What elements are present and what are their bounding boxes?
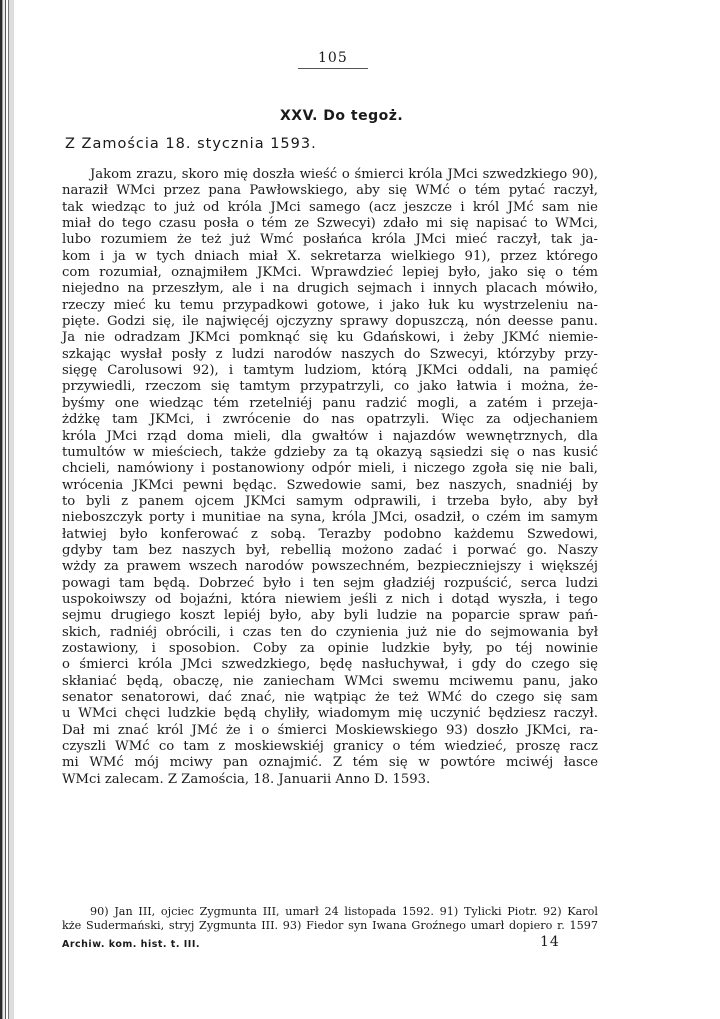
body-line: u WMci chęci ludzkie będą chyliły, wiadomym mię uczynić będziesz raczył.	[62, 706, 598, 722]
body-line: sięgę Carolusowi 92), i tamtym ludziom, którą JKMci oddali, na pamięć	[62, 363, 598, 379]
body-line: senator senatorowi, dać znać, nie wątpiąc że też WMć do czego się sam	[62, 690, 598, 705]
body-line: wrócenia JKMci pewni będąc. Szwedowie sami, bez naszych, snadniéj by	[62, 477, 598, 493]
body-line: niejedno na przeszłym, ale i na drugich sejmach i innych placach mówiło,	[62, 281, 598, 297]
body-line: króla JMci rząd doma mieli, dla gwałtów i najazdów wewnętrznych, dla	[62, 428, 598, 444]
body-line: skich, radniéj obrócili, i czas ten do czynienia już nie do sejmowania był	[62, 624, 598, 640]
body-line: miał do tego czasu posła o tém ze Szwecyi) zdało mi się napisać to WMci,	[62, 216, 598, 232]
body-line: tumultów w mieściech, także gdzieby za tą okazyą sąsiedzi się o nas kusić	[62, 444, 598, 460]
body-line: Ja nie odradzam JKMci pomknąć się ku Gdańskowi, i żeby JKMć niemie-	[62, 330, 598, 346]
body-line: powagi tam będą. Dobrzeć było i ten sejm gładziéj rozpuścić, serca ludzi	[62, 575, 598, 591]
footnote-line: 90) Jan III, ojciec Zygmunta III, umarł 24 listopada 1592. 91) Tylicki Piotr. 92) Karol	[90, 905, 598, 918]
body-line: mi WMć mój mciwy pan oznajmić. Z tém się w powtóre mciwéj łasce	[62, 755, 598, 771]
body-line: Jakom zrazu, skoro mię doszła wieść o śmierci króla JMci szwedzkiego 90),	[90, 167, 598, 182]
scanned-page-edge	[0, 0, 14, 1019]
body-line: byśmy one wiedząc tém rzetelniéj panu radzić mogli, a zatém i przeja-	[62, 395, 598, 411]
body-line: lubo rozumiem że też już Wmć posłańca króla JMci mieć raczył, tak ja-	[62, 232, 598, 248]
body-line: żdżkę tam JKMci, i zwrócenie do nas opatrzyli. Więc za odjechaniem	[62, 412, 598, 428]
body-line: skłaniać będą, obaczę, nie zaniecham WMci swemu mciwemu panu, jako	[62, 673, 598, 689]
sheet-number: 14	[540, 934, 560, 950]
body-line: kom i ja w tych dniach miał X. sekretarza wielkiego 91), przez którego	[62, 248, 598, 264]
body-line: wżdy za prawem wszech narodów powszechném, bezpieczniejszy i większéj	[62, 559, 598, 575]
body-line: pięte. Godzi się, ile najwięcéj ojczyzny sprawy dopuszczą, nón deesse panu.	[62, 314, 598, 330]
body-line: WMci zalecam. Z Zamościa, 18. Januarii Anno D. 1593.	[62, 771, 431, 787]
footnote-line: kże Sudermański, stryj Zygmunta III. 93) Fiedor syn Iwana Groźnego umarł dopiero r. 1597	[62, 919, 598, 932]
letter-body	[62, 167, 598, 788]
letter-dateline: Z Zamościa 18. stycznia 1593.	[65, 136, 317, 152]
body-line: com rozumiał, oznajmiłem JKMci. Wprawdzieć lepiej było, jako się o tém	[62, 265, 598, 281]
body-line: łatwiej było konferować z sobą. Terazby podobno każdemu Szwedowi,	[62, 526, 598, 542]
page-number: 105	[318, 50, 348, 66]
body-line: to byli z panem ojcem JKMci samym odprawili, i trzeba było, aby był	[62, 493, 598, 509]
page-number-rule	[298, 68, 368, 69]
body-line: nieboszczyk porty i munitiae na syna, króla JMci, osadził, o czém im samym	[62, 510, 598, 526]
body-line: gdyby tam bez naszych był, rebellią możono zadać i porwać go. Naszy	[62, 542, 598, 558]
body-line: czyszli WMć co tam z moskiewskiéj granicy o tém wiedzieć, proszę racz	[62, 739, 598, 755]
body-line: rzeczy mieć ku temu przypadkowi gotowe, i jako łuk ku wystrzeleniu na-	[62, 297, 598, 313]
body-line: zostawiony, i sposobion. Coby za opinie ludzkie były, po téj nowinie	[62, 640, 598, 656]
body-line: naraził WMci przez pana Pawłowskiego, aby się WMć o tém pytać raczył,	[62, 183, 598, 199]
printer-signature: Archiw. kom. hist. t. III.	[62, 939, 200, 950]
body-line: przywiedli, rzeczom się tamtym przypatrzyli, co jako łatwia i można, że-	[62, 379, 598, 395]
footnotes	[62, 905, 598, 933]
body-line: tak wiedząc to już od króla JMci samego (acz jeszcze i król JMć sam nie	[62, 199, 598, 215]
body-line: chcieli, namówiony i postanowiony odpór mieli, i niczego zgoła się nie bali,	[62, 461, 598, 477]
body-line: szkając wysłał posły z ludzi narodów naszych do Szwecyi, którzyby przy-	[62, 346, 598, 362]
letter-heading: XXV. Do tegoż.	[280, 108, 404, 124]
body-line: o śmierci króla JMci szwedzkiego, będę nasłuchywał, i gdy do czego się	[62, 657, 598, 673]
body-line: sejmu drugiego koszt lepiéj było, aby byli ludzie na poparcie spraw pań-	[62, 608, 598, 624]
body-line: Dał mi znać król JMć że i o śmierci Moskiewskiego 93) doszło JKMci, ra-	[62, 722, 598, 738]
body-line: uspokoiwszy od bojaźni, która niewiem jeśli z nich i dotąd wyszła, i tego	[62, 591, 598, 607]
